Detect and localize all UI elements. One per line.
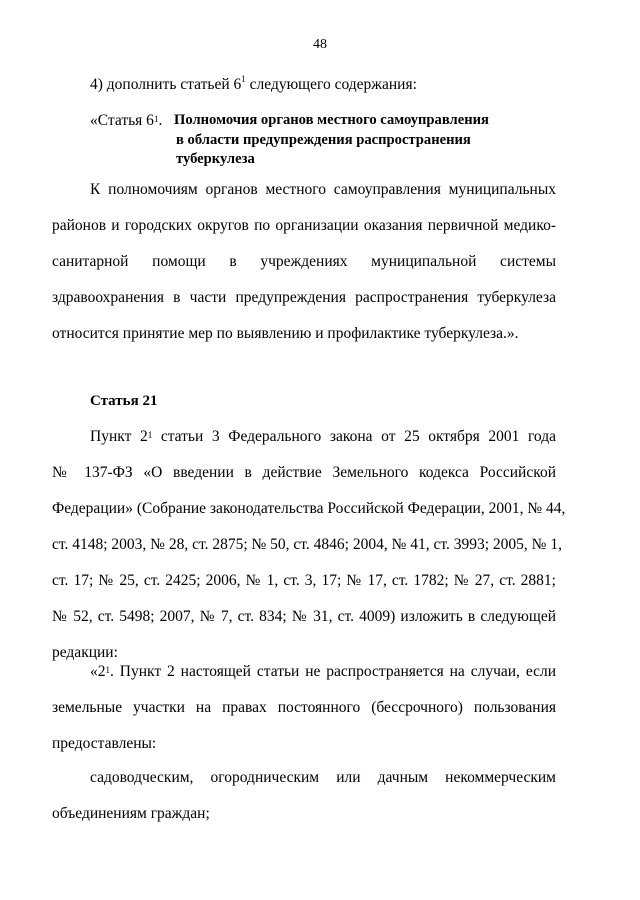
body-line: объединениям граждан; [52, 805, 210, 822]
amendment-item-4 [90, 76, 417, 94]
body-line: земельные участки на правах постоянного (бессрочного) пользования [52, 699, 556, 716]
body-line: предоставлены: [52, 735, 157, 752]
body-line: районов и городских округов по организации оказания первичной медико- [52, 217, 556, 234]
item-text-before: 4) дополнить статьей 6 [90, 76, 242, 93]
article-21-paragraph-2 [52, 654, 556, 762]
article-title-line: в области предупреждения распространения [176, 131, 471, 148]
body-line: ст. 4148; 2003, № 28, ст. 2875; № 50, ст. 4846; 2004, № 41, ст. 3993; 2005, № 1, [52, 536, 562, 553]
body-line: № 52, ст. 5498; 2007, № 7, ст. 834; № 31, ст. 4009) изложить в следующей [52, 608, 556, 625]
superscript: 1 [105, 665, 110, 675]
body-line: ст. 17; № 25, ст. 2425; 2006, № 1, ст. 3, 17; № 17, ст. 1782; № 27, ст. 2881; [52, 572, 556, 589]
article-title-line: туберкулеза [176, 151, 255, 167]
article-21-paragraph-3 [52, 760, 556, 832]
article-21-paragraph-1 [52, 419, 566, 671]
body-line: санитарной помощи в учреждениях муниципальной системы [52, 253, 556, 270]
body-line: здравоохранения в части предупреждения распространения туберкулеза [52, 289, 556, 306]
body-line: относится принятие мер по выявлению и профилактике туберкулеза.». [52, 325, 519, 342]
body-line: Пункт $2^1$ статьи 3 Федерального закона от 25 октября 2001 года [90, 428, 556, 445]
body-line: редакции: [52, 644, 118, 661]
body-line: № 137-ФЗ «О введении в действие Земельного кодекса Российской [52, 464, 556, 481]
article-title-line: Полномочия органов местного самоуправления [174, 112, 489, 128]
superscript: 1 [241, 74, 246, 84]
article-6-1-body [52, 172, 556, 352]
page-number: 48 [313, 37, 327, 52]
superscript: 1 [153, 114, 159, 124]
article-prefix: «Статья $6^1$. [90, 112, 163, 129]
body-line: садоводческим, огородническим или дачным некоммерческим [90, 769, 556, 786]
body-line: К полномочиям органов местного самоуправления муниципальных [90, 181, 556, 198]
body-line: «$2^1$. Пункт 2 настоящей статьи не распространяется на случаи, если [90, 663, 556, 680]
article-title [174, 111, 564, 170]
body-line: Федерации» (Собрание законодательства Российской Федерации, 2001, № 44, [52, 500, 566, 517]
item-text-after: следующего содержания: [245, 76, 417, 93]
article-21-heading: Статья 21 [90, 393, 158, 409]
superscript: 1 [147, 430, 153, 440]
